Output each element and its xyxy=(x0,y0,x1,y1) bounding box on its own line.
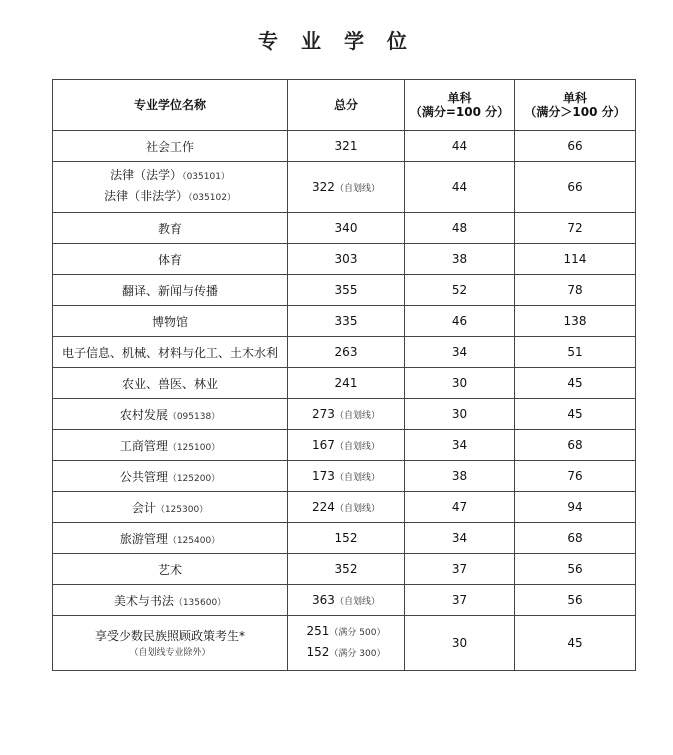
cell-name-line1: 法律（法学） xyxy=(110,168,183,182)
cell-name: 电子信息、机械、材料与化工、土木水利 xyxy=(53,337,288,368)
cell-code-line1: （035101） xyxy=(182,172,230,182)
cell-total-note: （自划线） xyxy=(334,597,380,607)
cell-total-note: （自划线） xyxy=(334,184,380,194)
cell-single-100: 52 xyxy=(405,275,515,306)
cell-name-text: 旅游管理 xyxy=(119,531,168,546)
cell-single-over: 78 xyxy=(515,275,636,306)
cell-single-100: 30 xyxy=(405,399,515,430)
cell-single-over: 66 xyxy=(515,131,636,162)
cell-total: 335 xyxy=(288,306,405,337)
header-single-100 xyxy=(405,80,515,131)
cell-total xyxy=(288,162,405,213)
table-row xyxy=(53,523,636,554)
cell-single-over: 66 xyxy=(515,162,636,213)
table-row xyxy=(53,554,636,585)
table-row xyxy=(53,337,636,368)
cell-single-100: 37 xyxy=(405,585,515,616)
cell-single-100: 47 xyxy=(405,492,515,523)
table-row xyxy=(53,399,636,430)
cell-total-note: （自划线） xyxy=(334,504,380,514)
header-single-over-line1: 单科 xyxy=(562,91,587,105)
cell-single-over: 94 xyxy=(515,492,636,523)
cell-total-note: （自划线） xyxy=(334,411,380,421)
cell-total xyxy=(288,616,405,671)
cell-single-100: 48 xyxy=(405,213,515,244)
cell-total-value: 167 xyxy=(312,438,335,452)
cell-total xyxy=(288,430,405,461)
cell-total-note-1: （满分 500） xyxy=(329,628,386,638)
cell-single-100: 46 xyxy=(405,306,515,337)
cell-single-over: 68 xyxy=(515,430,636,461)
header-single-over-line2: （满分＞100 分） xyxy=(524,105,626,119)
table-row xyxy=(53,213,636,244)
cell-total: 352 xyxy=(288,554,405,585)
cell-single-100: 30 xyxy=(405,616,515,671)
header-single-over-100 xyxy=(515,80,636,131)
table-row xyxy=(53,492,636,523)
cell-single-over: 76 xyxy=(515,461,636,492)
cell-total-note: （自划线） xyxy=(334,442,380,452)
cell-single-over: 138 xyxy=(515,306,636,337)
cell-total xyxy=(288,461,405,492)
cell-total: 263 xyxy=(288,337,405,368)
table-row xyxy=(53,306,636,337)
cell-name xyxy=(53,162,288,213)
cell-single-100: 38 xyxy=(405,461,515,492)
cell-single-over: 114 xyxy=(515,244,636,275)
table-header-row xyxy=(53,80,636,131)
cell-name: 农业、兽医、林业 xyxy=(53,368,288,399)
table-row xyxy=(53,585,636,616)
cell-total-value: 173 xyxy=(312,469,335,483)
cell-single-100: 34 xyxy=(405,430,515,461)
cell-total-value: 224 xyxy=(312,500,335,514)
cell-single-over: 45 xyxy=(515,616,636,671)
cell-single-over: 56 xyxy=(515,554,636,585)
cell-name: 博物馆 xyxy=(53,306,288,337)
cell-name-line2: 法律（非法学） xyxy=(104,189,189,203)
cell-single-100: 30 xyxy=(405,368,515,399)
cell-total-note-2: （满分 300） xyxy=(329,649,386,659)
cell-name-text: 农村发展 xyxy=(119,407,168,422)
cell-single-over: 68 xyxy=(515,523,636,554)
cell-name: 体育 xyxy=(53,244,288,275)
cell-total-value: 273 xyxy=(312,407,335,421)
cell-code: （135600） xyxy=(173,597,227,608)
cell-name-text: 工商管理 xyxy=(119,438,168,453)
header-single-100-line2: （满分=100 分） xyxy=(409,105,510,119)
cell-total-value: 322 xyxy=(312,180,335,194)
cell-name-text: 公共管理 xyxy=(119,469,168,484)
cell-single-over: 45 xyxy=(515,368,636,399)
cell-single-100: 44 xyxy=(405,131,515,162)
cell-single-100: 37 xyxy=(405,554,515,585)
table-row xyxy=(53,162,636,213)
cell-total-value-1: 251 xyxy=(306,624,330,638)
cell-code: （125200） xyxy=(167,473,221,484)
cell-name: 翻译、新闻与传播 xyxy=(53,275,288,306)
cell-name: 社会工作 xyxy=(53,131,288,162)
cell-name: 艺术 xyxy=(53,554,288,585)
cell-total-value: 363 xyxy=(312,593,335,607)
cell-total: 303 xyxy=(288,244,405,275)
cell-code: （095138） xyxy=(167,411,221,422)
table-row xyxy=(53,430,636,461)
cell-single-over: 56 xyxy=(515,585,636,616)
table-row xyxy=(53,131,636,162)
cell-total: 355 xyxy=(288,275,405,306)
cell-total-note: （自划线） xyxy=(334,473,380,483)
cell-total-value-2: 152 xyxy=(306,645,330,659)
cell-name xyxy=(53,399,288,430)
cell-total xyxy=(288,585,405,616)
cell-code: （125100） xyxy=(167,442,221,453)
cell-total xyxy=(288,399,405,430)
cell-name xyxy=(53,523,288,554)
cell-code: （125300） xyxy=(155,504,209,515)
cell-total: 340 xyxy=(288,213,405,244)
table-row xyxy=(53,616,636,671)
cell-name xyxy=(53,616,288,671)
header-total: 总分 xyxy=(288,80,405,131)
cell-total: 241 xyxy=(288,368,405,399)
header-name: 专业学位名称 xyxy=(53,80,288,131)
cell-name xyxy=(53,430,288,461)
cell-single-100: 34 xyxy=(405,523,515,554)
cell-total: 321 xyxy=(288,131,405,162)
cell-single-100: 38 xyxy=(405,244,515,275)
cell-total xyxy=(288,492,405,523)
cell-name xyxy=(53,461,288,492)
cell-single-over: 45 xyxy=(515,399,636,430)
cell-name-text: 会计 xyxy=(131,500,156,515)
cell-name-text: 美术与书法 xyxy=(113,593,174,608)
cell-name-line1: 享受少数民族照顾政策考生* xyxy=(94,628,245,643)
cell-name xyxy=(53,492,288,523)
cell-single-100: 44 xyxy=(405,162,515,213)
page-title: 专 业 学 位 xyxy=(258,29,415,53)
cell-single-over: 51 xyxy=(515,337,636,368)
header-single-100-line1: 单科 xyxy=(447,91,472,105)
cell-name-line2: （自划线专业除外） xyxy=(129,647,211,658)
cell-name: 教育 xyxy=(53,213,288,244)
cell-single-100: 34 xyxy=(405,337,515,368)
table-row xyxy=(53,461,636,492)
table-row xyxy=(53,368,636,399)
table-row xyxy=(53,244,636,275)
cell-single-over: 72 xyxy=(515,213,636,244)
cell-name xyxy=(53,585,288,616)
cell-total: 152 xyxy=(288,523,405,554)
score-table xyxy=(52,79,636,671)
cell-code-line2: （035102） xyxy=(188,193,236,203)
table-row xyxy=(53,275,636,306)
cell-code: （125400） xyxy=(167,535,221,546)
